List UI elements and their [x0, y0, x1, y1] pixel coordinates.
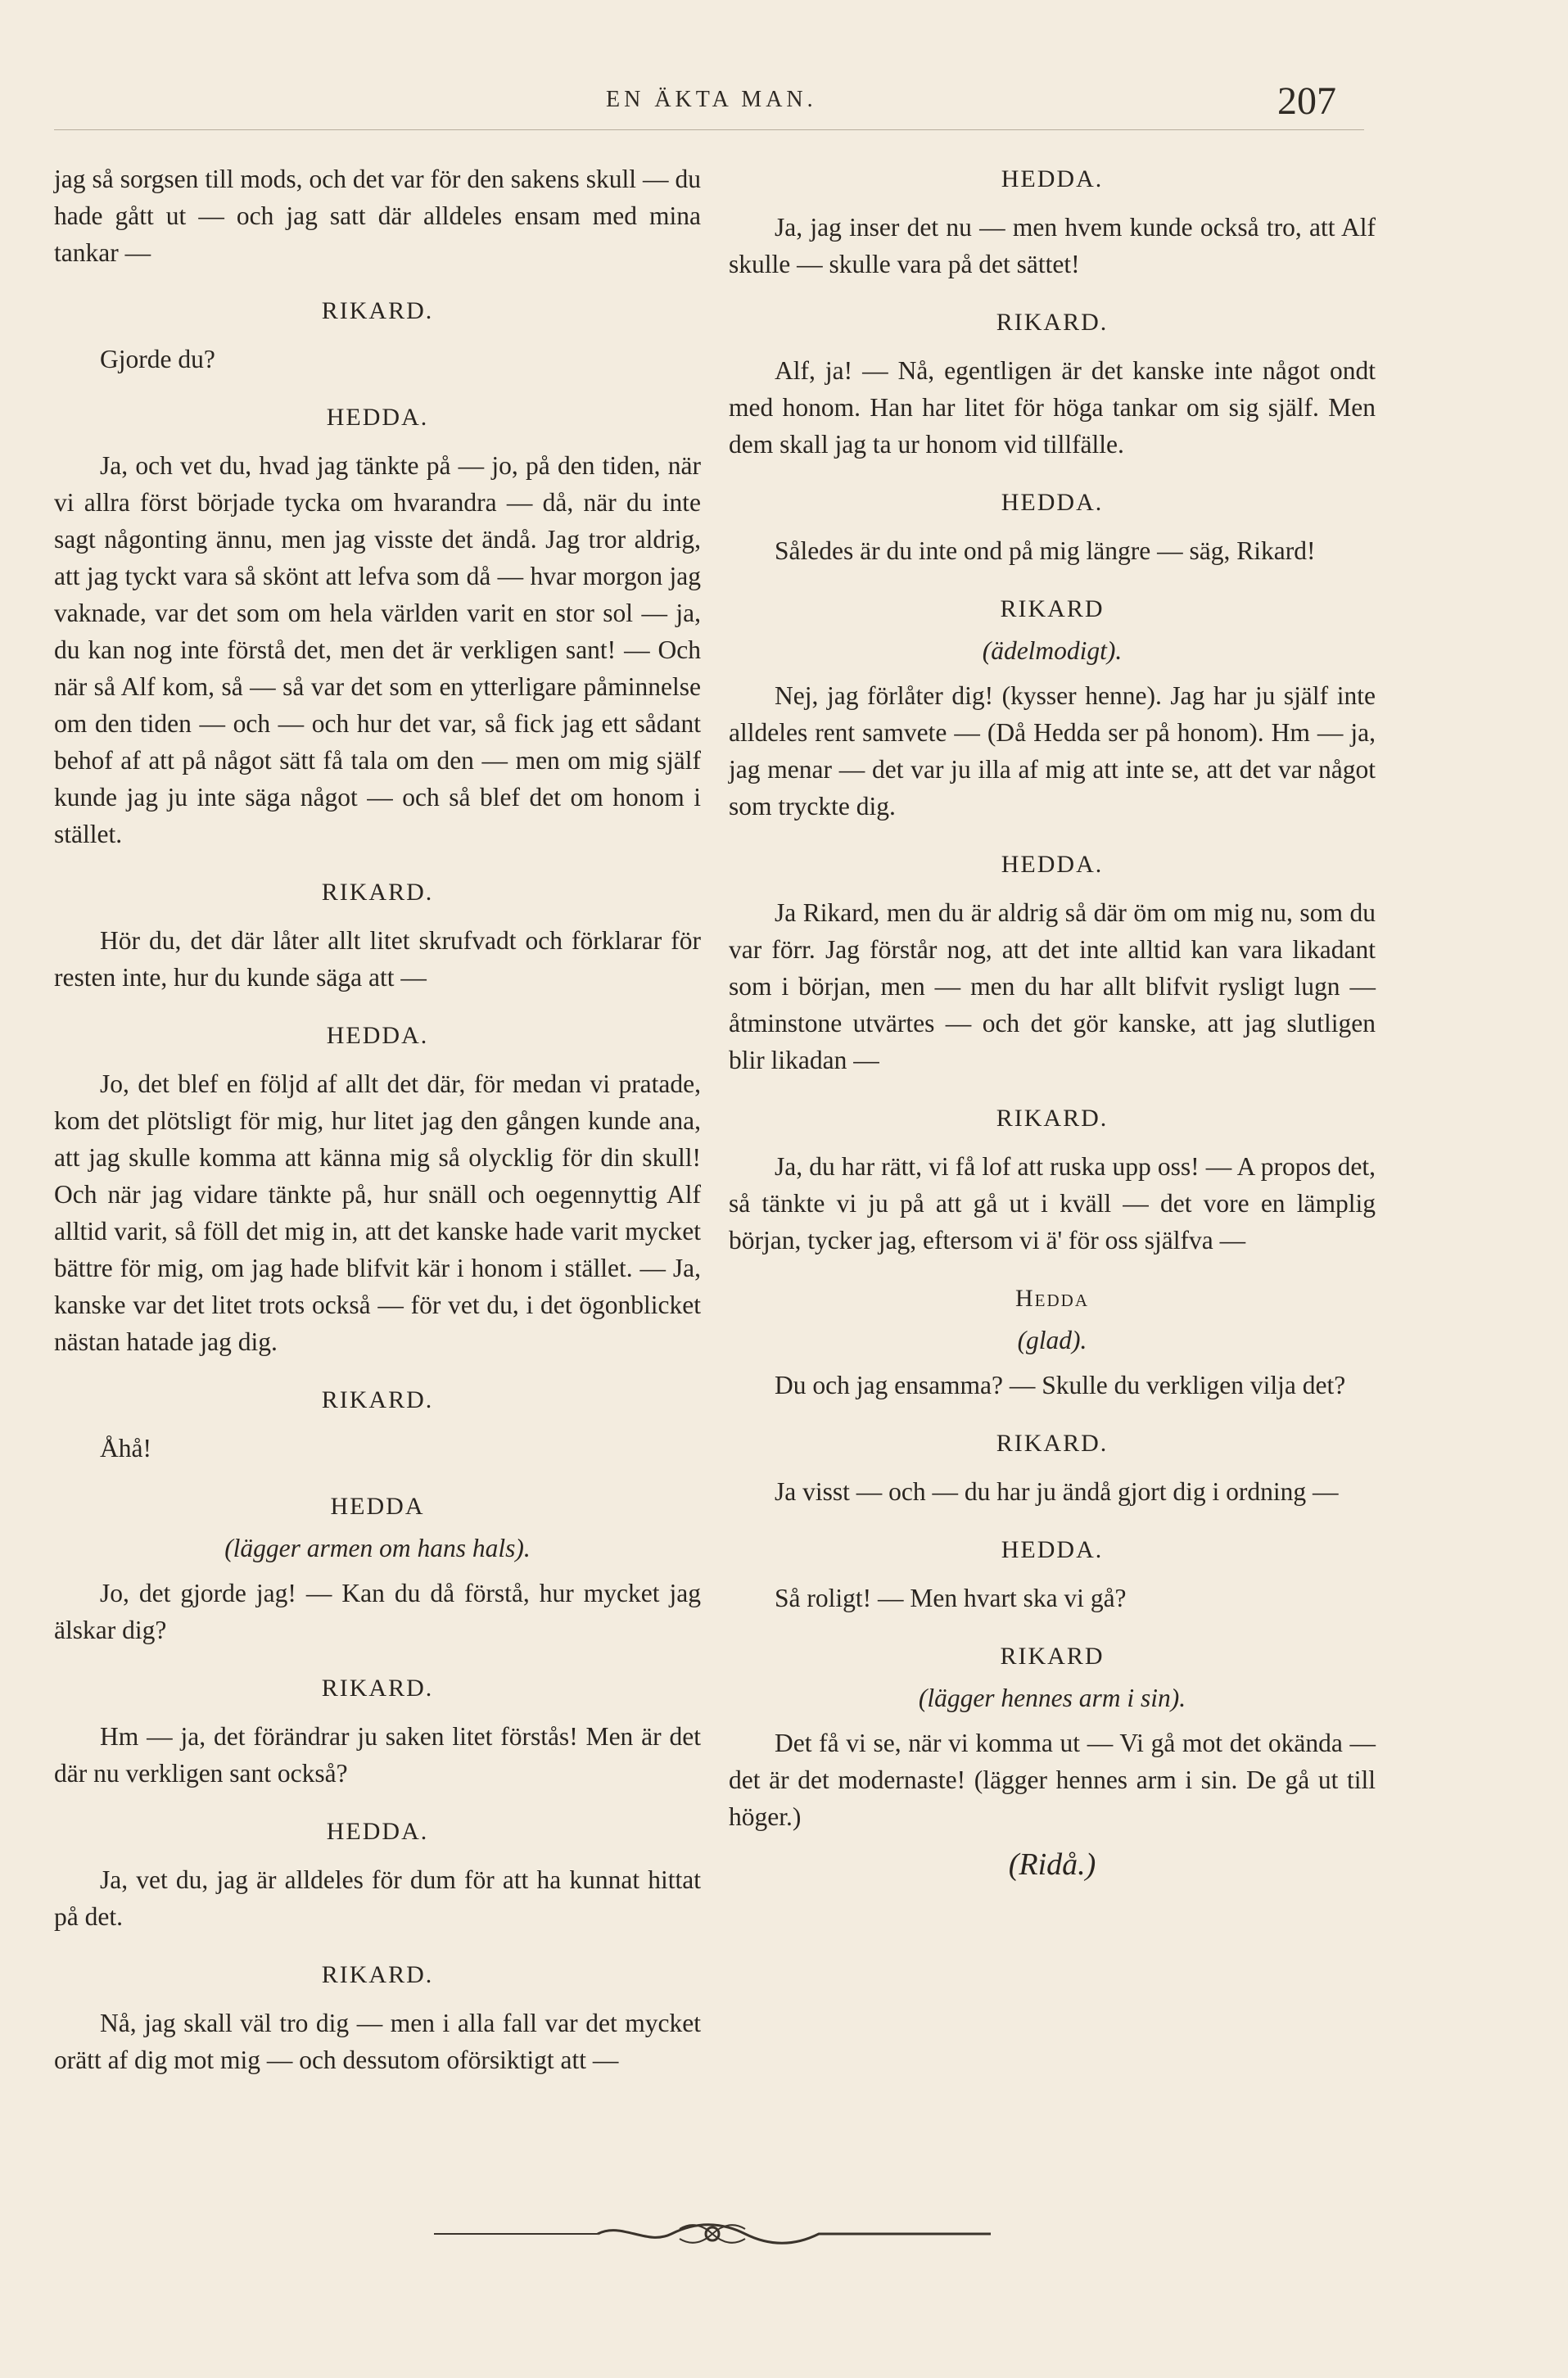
- right-column: [729, 160, 1376, 1883]
- curtain-note: (Ridå.): [1008, 1847, 1096, 1882]
- dialogue-paragraph: Alf, ja! — Nå, egentligen är det kanske inte något ondt med honom. Han har litet för höga tankar om sig själf. Men dem skall jag ta ur honom vid tillfälle.: [729, 356, 1376, 459]
- dialogue-paragraph: Ja, och vet du, hvad jag tänkte på — jo, på den tiden, när vi allra först började tycka om hvarandra — då, när du inte sagt någonting ännu, men jag visste det ändå. Jag tror aldrig, att jag tyckt vara så skönt att lefva som då — hvar morgon jag vaknade, var det som om hela världen varit en stor sol — ja, du kan nog inte förstå det, men det är verkligen sant! — Och när så Alf kom, så — så var det som en ytterligare påminnelse om den tiden — och — och hur det var, så fick jag ett sådant behof af att på något sätt få tala om den — men om mig själf kunde jag ju inte säga något — och så blef det om honom i stället.: [54, 451, 701, 848]
- speaker-name: Hedda: [1015, 1285, 1089, 1312]
- dialogue-paragraph: Du och jag ensamma? — Skulle du verkligen vilja det?: [775, 1371, 1346, 1399]
- dialogue-paragraph: Nej, jag förlåter dig! (kysser henne). Jag har ju själf inte alldeles rent samvete — (Då Hedda ser på honom). Hm — ja, jag menar — det var ju illa af mig att inte se, att det var något som tryckte dig.: [729, 681, 1376, 821]
- running-title: EN ÄKTA MAN.: [606, 87, 817, 112]
- speaker-name: HEDDA.: [1001, 851, 1104, 878]
- ornament-divider: [434, 2218, 991, 2250]
- dialogue-paragraph: Hör du, det där låter allt litet skrufvadt och förklarar för resten inte, hur du kunde säga att —: [54, 926, 701, 992]
- dialogue-paragraph: Således är du inte ond på mig längre — säg, Rikard!: [775, 536, 1316, 565]
- speaker-name: RIKARD.: [996, 1105, 1109, 1132]
- speaker-name: HEDDA.: [1001, 489, 1104, 516]
- stage-direction: (ädelmodigt).: [982, 636, 1123, 665]
- speaker-name: HEDDA.: [326, 404, 429, 431]
- speaker-name: RIKARD.: [996, 1430, 1109, 1457]
- ornament-flourish-icon: [434, 2218, 991, 2250]
- speaker-name: HEDDA.: [1001, 165, 1104, 192]
- speaker-name: HEDDA.: [326, 1818, 429, 1845]
- dialogue-paragraph: Jo, det blef en följd af allt det där, för medan vi pratade, kom det plötsligt för mig, hur litet jag den gången kunde ana, att jag skulle komma att känna mig så olycklig för din skull! Och när jag vidare tänkte på, hur snäll och oegennyttig Alf alltid varit, så föll det mig in, att det kanske hade varit mycket bättre för mig, om jag hade blifvit kär i honom i stället. — Ja, kanske var det litet trots också — för vet du, i det ögonblicket nästan hatade jag dig.: [54, 1069, 701, 1356]
- dialogue-paragraph: Så roligt! — Men hvart ska vi gå?: [775, 1584, 1127, 1612]
- dialogue-paragraph: Åhå!: [100, 1434, 151, 1463]
- speaker-name: RIKARD.: [996, 309, 1109, 336]
- speaker-name: HEDDA.: [1001, 1536, 1104, 1563]
- speaker-name: RIKARD: [1000, 595, 1105, 622]
- dialogue-paragraph: Ja, vet du, jag är alldeles för dum för att ha kunnat hittat på det.: [54, 1865, 701, 1931]
- dialogue-paragraph: Jo, det gjorde jag! — Kan du då förstå, hur mycket jag älskar dig?: [54, 1579, 701, 1644]
- speaker-name: HEDDA: [330, 1493, 425, 1520]
- dialogue-paragraph: Hm — ja, det förändrar ju saken litet förstås! Men är det där nu verkligen sant också?: [54, 1722, 701, 1788]
- speaker-name: RIKARD.: [321, 1675, 434, 1702]
- dialogue-paragraph: Ja, du har rätt, vi få lof att ruska upp oss! — A propos det, så tänkte vi ju på att gå ut i kväll — det vore en lämplig början, tycker jag, eftersom vi ä' för oss själfva —: [729, 1152, 1376, 1255]
- page-number: 207: [1277, 79, 1336, 123]
- page-header: [0, 79, 1568, 128]
- speaker-name: RIKARD.: [321, 1961, 434, 1988]
- stage-direction: (lägger armen om hans hals).: [224, 1534, 531, 1562]
- left-column: [54, 160, 701, 2078]
- header-rule: [54, 129, 1364, 130]
- dialogue-paragraph: Det få vi se, när vi komma ut — Vi gå mot det okända — det är det modernaste! (lägger hennes arm i sin. De gå ut till höger.): [729, 1729, 1376, 1831]
- stage-direction: (lägger hennes arm i sin).: [918, 1684, 1186, 1712]
- dialogue-paragraph: Ja visst — och — du har ju ändå gjort dig i ordning —: [775, 1477, 1339, 1506]
- stage-direction: (glad).: [1017, 1326, 1087, 1354]
- dialogue-paragraph: Ja, jag inser det nu — men hvem kunde också tro, att Alf skulle — skulle vara på det sättet!: [729, 213, 1376, 278]
- speaker-name: HEDDA.: [326, 1022, 429, 1049]
- speaker-name: RIKARD.: [321, 1386, 434, 1413]
- dialogue-paragraph: Ja Rikard, men du är aldrig så där öm om mig nu, som du var förr. Jag förstår nog, att det inte alltid kan vara likadant som i början, men — men du har allt blifvit rysligt lugn — åtminstone utvärtes — och det gör kanske, att jag slutligen blir likadan —: [729, 898, 1376, 1074]
- speaker-name: RIKARD: [1000, 1643, 1105, 1670]
- speaker-name: RIKARD.: [321, 879, 434, 906]
- dialogue-paragraph: jag så sorgsen till mods, och det var för den sakens skull — du hade gått ut — och jag satt där alldeles ensam med mina tankar —: [54, 165, 701, 267]
- dialogue-paragraph: Gjorde du?: [100, 345, 215, 373]
- dialogue-paragraph: Nå, jag skall väl tro dig — men i alla fall var det mycket orätt af dig mot mig — och dessutom oförsiktigt att —: [54, 2009, 701, 2074]
- speaker-name: RIKARD.: [321, 297, 434, 324]
